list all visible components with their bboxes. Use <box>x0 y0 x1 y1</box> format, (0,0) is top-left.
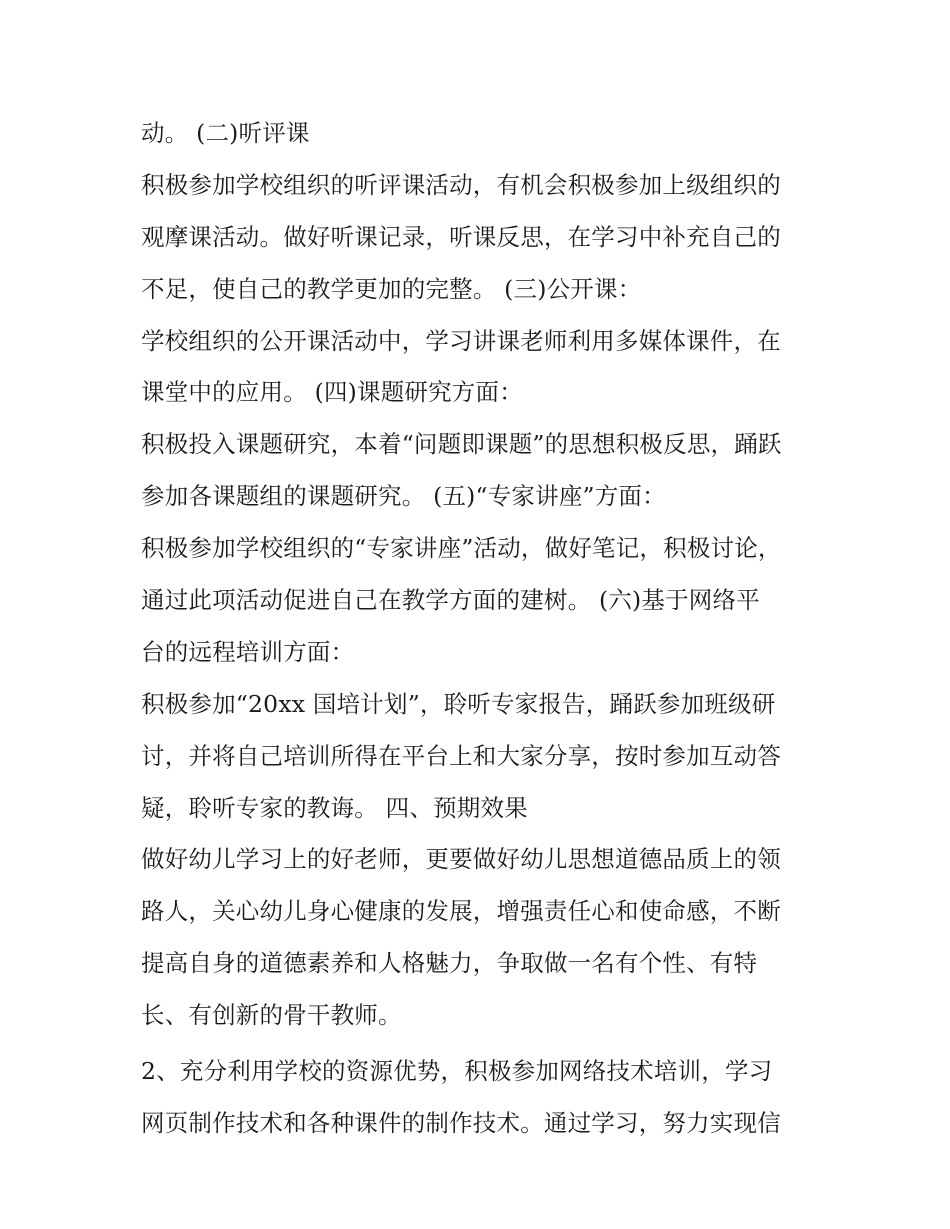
text-line-19: 2、充分利用学校的资源优势，积极参加网络技术培训，学习 <box>141 1057 773 1086</box>
text-line-12: 积极参加“20xx 国培计划”，聆听专家报告，踊跃参加班级研 <box>141 689 776 718</box>
text-line-7: 积极投入课题研究，本着“问题即课题”的思想积极反思，踊跃 <box>141 430 782 459</box>
text-line-5: 学校组织的公开课活动中，学习讲课老师利用多媒体课件，在 <box>141 326 781 355</box>
text-line-10: 通过此项活动促进自己在教学方面的建树。 (六)基于网络平 <box>141 586 760 615</box>
text-line-9: 积极参加学校组织的“专家讲座”活动，做好笔记，积极讨论， <box>141 534 782 563</box>
text-line-16: 路人，关心幼儿身心健康的发展，增强责任心和使命感，不断 <box>141 897 781 926</box>
text-line-14: 疑，聆听专家的教诲。 四、预期效果 <box>141 793 528 822</box>
text-line-13: 讨，并将自己培训所得在平台上和大家分享，按时参加互动答 <box>141 741 781 770</box>
text-line-15: 做好幼儿学习上的好老师，更要做好幼儿思想道德品质上的领 <box>141 845 781 874</box>
text-line-4: 不足，使自己的教学更加的完整。 (三)公开课： <box>141 274 642 303</box>
text-line-3: 观摩课活动。做好听课记录，听课反思，在学习中补充自己的 <box>141 222 781 251</box>
text-line-17: 提高自身的道德素养和人格魅力，争取做一名有个性、有特 <box>141 949 758 978</box>
text-line-18: 长、有创新的骨干教师。 <box>141 1001 402 1030</box>
text-line-11: 台的远程培训方面： <box>141 637 355 666</box>
body-text <box>141 108 821 1150</box>
text-line-1: 动。 (二)听评课 <box>141 119 310 147</box>
text-line-6: 课堂中的应用。 (四)课题研究方面： <box>141 378 523 407</box>
text-line-2: 积极参加学校组织的听评课活动，有机会积极参加上级组织的 <box>141 170 781 199</box>
text-line-20: 网页制作技术和各种课件的制作技术。通过学习，努力实现信 <box>141 1108 781 1137</box>
text-line-8: 参加各课题组的课题研究。 (五)“专家讲座”方面： <box>141 482 666 511</box>
